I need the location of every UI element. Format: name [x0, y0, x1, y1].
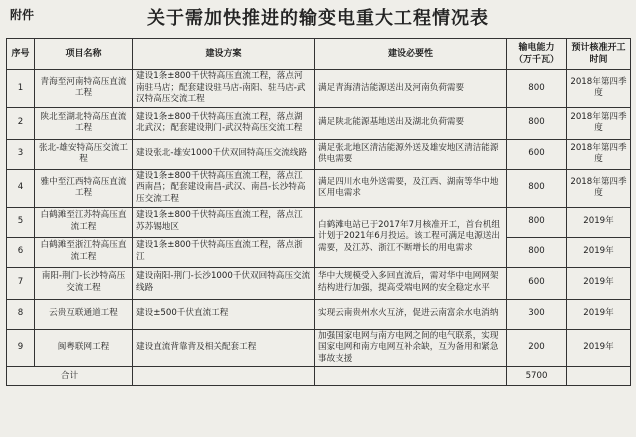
- row-number: 6: [7, 237, 35, 267]
- empty-cell: [315, 367, 507, 386]
- row-number: 8: [7, 299, 35, 329]
- start-time: 2018年第四季度: [567, 169, 631, 207]
- project-name: 陕北至湖北特高压直流工程: [35, 107, 133, 139]
- start-time: 2019年: [567, 237, 631, 267]
- construction-plan: 建设1条±800千伏特高压直流工程，落点江苏苏锡地区: [133, 207, 315, 237]
- start-time: 2019年: [567, 207, 631, 237]
- total-label: 合计: [7, 367, 133, 386]
- construction-plan: 建设直流背靠背及相关配套工程: [133, 329, 315, 367]
- construction-necessity: 满足张北地区清洁能源外送及雄安地区清洁能源供电需要: [315, 139, 507, 169]
- table-row: [7, 107, 631, 139]
- start-time: 2018年第四季度: [567, 107, 631, 139]
- column-header: 预计核准开工时间: [567, 39, 631, 70]
- project-name: 青海至河南特高压直流工程: [35, 70, 133, 108]
- row-number: 7: [7, 267, 35, 299]
- start-time: 2019年: [567, 299, 631, 329]
- empty-cell: [567, 367, 631, 386]
- transmission-capacity: 300: [507, 299, 567, 329]
- construction-necessity: 实现云南贵州水火互济，促进云南富余水电消纳: [315, 299, 507, 329]
- transmission-capacity: 800: [507, 107, 567, 139]
- transmission-capacity: 800: [507, 237, 567, 267]
- construction-plan: 建设1条±800千伏特高压直流工程，落点浙江: [133, 237, 315, 267]
- column-header: 建设方案: [133, 39, 315, 70]
- column-header: 建设必要性: [315, 39, 507, 70]
- construction-plan: 建设1条±800千伏特高压直流工程，落点河南驻马店；配套建设驻马店-南阳、驻马店-武汉特高压交流工程: [133, 70, 315, 108]
- construction-plan: 建设张北-雄安1000千伏双回特高压交流线路: [133, 139, 315, 169]
- table-row: [7, 267, 631, 299]
- transmission-capacity: 800: [507, 207, 567, 237]
- construction-necessity: 满足四川水电外送需要，及江西、湖南等华中地区用电需求: [315, 169, 507, 207]
- page-title: 关于需加快推进的输变电重大工程情况表: [147, 8, 489, 29]
- project-name: 南阳-荆门-长沙特高压交流工程: [35, 267, 133, 299]
- column-header: 序号: [7, 39, 35, 70]
- table-row: [7, 207, 631, 237]
- project-name: 白鹤滩至浙江特高压直流工程: [35, 237, 133, 267]
- table-row: [7, 329, 631, 367]
- transmission-capacity: 800: [507, 70, 567, 108]
- row-number: 1: [7, 70, 35, 108]
- transmission-capacity: 800: [507, 169, 567, 207]
- construction-plan: 建设1条±800千伏特高压直流工程，落点江西南昌；配套建设南昌-武汉、南昌-长沙特高压交流工程: [133, 169, 315, 207]
- start-time: 2019年: [567, 329, 631, 367]
- row-number: 4: [7, 169, 35, 207]
- construction-necessity: 满足青海清洁能源送出及河南负荷需要: [315, 70, 507, 108]
- transmission-capacity: 200: [507, 329, 567, 367]
- start-time: 2019年: [567, 267, 631, 299]
- construction-plan: 建设±500千伏直流工程: [133, 299, 315, 329]
- row-number: 3: [7, 139, 35, 169]
- construction-necessity: 白鹤滩电站已于2017年7月核准开工，首台机组计划于2021年6月投运。该工程可满足电源送出需要，及江苏、浙江不断增长的用电需求: [315, 207, 507, 267]
- table-row: [7, 139, 631, 169]
- project-name: 雅中至江西特高压直流工程: [35, 169, 133, 207]
- row-number: 9: [7, 329, 35, 367]
- transmission-capacity: 600: [507, 139, 567, 169]
- row-number: 5: [7, 207, 35, 237]
- construction-necessity: 加强国家电网与南方电网之间的电气联系，实现国家电网和南方电网互补余缺，互为备用和紧急事故支援: [315, 329, 507, 367]
- construction-necessity: 华中大规模受入多回直流后，需对华中电网网架结构进行加强，提高受端电网的安全稳定水平: [315, 267, 507, 299]
- project-name: 白鹤滩至江苏特高压直流工程: [35, 207, 133, 237]
- attachment-label: 附件: [10, 8, 35, 22]
- start-time: 2018年第四季度: [567, 70, 631, 108]
- projects-table: [6, 38, 631, 386]
- project-name: 张北-雄安特高压交流工程: [35, 139, 133, 169]
- total-row: [7, 367, 631, 386]
- table-row: [7, 70, 631, 108]
- transmission-capacity: 600: [507, 267, 567, 299]
- column-header: 项目名称: [35, 39, 133, 70]
- total-capacity: 5700: [507, 367, 567, 386]
- table-row: [7, 299, 631, 329]
- table-row: [7, 169, 631, 207]
- construction-plan: 建设南阳-荆门-长沙1000千伏双回特高压交流线路: [133, 267, 315, 299]
- project-name: 闽粤联网工程: [35, 329, 133, 367]
- table-header-row: [7, 39, 631, 70]
- start-time: 2018年第四季度: [567, 139, 631, 169]
- empty-cell: [133, 367, 315, 386]
- project-name: 云贵互联通道工程: [35, 299, 133, 329]
- column-header: 输电能力（万千瓦）: [507, 39, 567, 70]
- row-number: 2: [7, 107, 35, 139]
- construction-plan: 建设1条±800千伏特高压直流工程，落点湖北武汉；配套建设荆门-武汉特高压交流工程: [133, 107, 315, 139]
- construction-necessity: 满足陕北能源基地送出及湖北负荷需要: [315, 107, 507, 139]
